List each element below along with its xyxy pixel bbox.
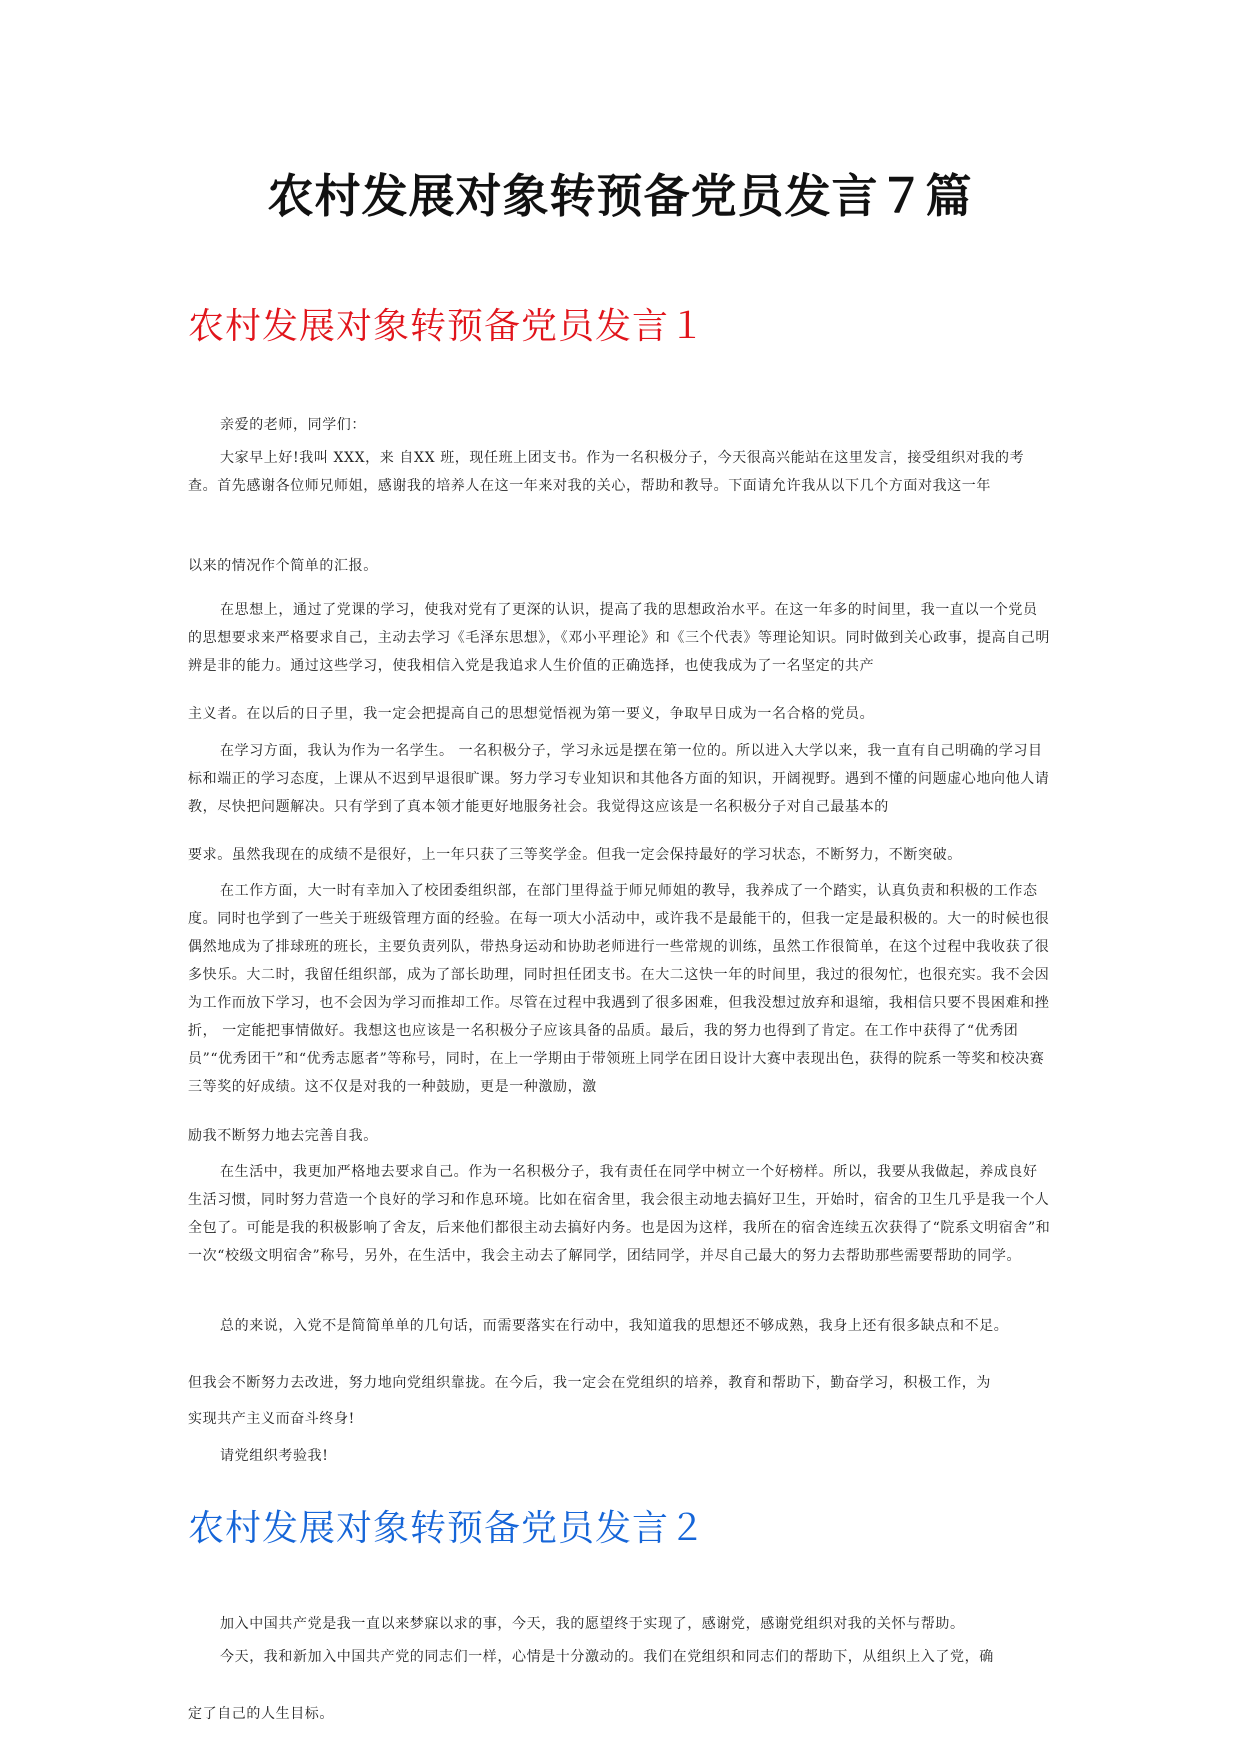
paragraph: 实现共产主义而奋斗终身!: [188, 1411, 355, 1427]
paragraph: 亲爱的老师，同学们：: [220, 417, 366, 433]
paragraph: 今天，我和新加入中国共产党的同志们一样，心情是十分激动的。我们在党组织和同志们的帮助下，从组织上入了党，确: [220, 1649, 994, 1665]
section-heading-1: 农村发展对象转预备党员发言１: [188, 306, 707, 347]
paragraph: 主义者。在以后的日子里，我一定会把提高自己的思想觉悟视为第一要义，争取早日成为一名合格的党员。: [188, 706, 875, 722]
paragraph: 励我不断努力地去完善自我。: [188, 1128, 378, 1144]
paragraph: 总的来说，入党不是简简单单的几句话，而需要落实在行动中，我知道我的思想还不够成熟，我身上还有很多缺点和不足。: [220, 1318, 1009, 1334]
paragraph: 在学习方面，我认为作为一名学生。 一名积极分子，学习永远是摆在第一位的。所以进入大学以来，我一直有自己明确的学习目标和端正的学习态度，上课从不迟到早退很旷课。努力学习专业知识和其他各方面的知识，开阔视野。遇到不懂的问题虚心地向他人请教，尽快把问题解决。只有学到了真本领才能更好地服务社会。我觉得这应该是一名积极分子对自己最基本的: [188, 743, 1050, 815]
paragraph: 请党组织考验我!: [220, 1448, 329, 1464]
paragraph: 在工作方面，大一时有幸加入了校团委组织部，在部门里得益于师兄师姐的教导，我养成了一个踏实，认真负责和积极的工作态度。同时也学到了一些关于班级管理方面的经验。在每一项大小活动中，或许我不是最能干的，但我一定是最积极的。大一的时候也很偶然地成为了排球班的班长，主要负责列队，带热身运动和协助老师进行一些常规的训练，虽然工作很简单，在这个过程中我收获了很多快乐。大二时，我留任组织部，成为了部长助理，同时担任团支书。在大二这快一年的时间里，我过的很匆忙，也很充实。我不会因为工作而放下学习，也不会因为学习而推却工作。尽管在过程中我遇到了很多困难，但我没想过放弃和退缩，我相信只要不畏困难和挫折， 一定能把事情做好。我想这也应该是一名积极分子应该具备的品质。最后，我的努力也得到了肯定。在工作中获得了“优秀团员”“优秀团干”和“优秀志愿者”等称号，同时，在上一学期由于带领班上同学在团日设计大赛中表现出色，获得的院系一等奖和校决赛三等奖的好成绩。这不仅是对我的一种鼓励，更是一种激励，激: [188, 883, 1050, 1095]
paragraph: 在生活中，我更加严格地去要求自己。作为一名积极分子，我有责任在同学中树立一个好榜样。所以，我要从我做起，养成良好生活习惯，同时努力营造一个良好的学习和作息环境。比如在宿舍里，我会很主动地去搞好卫生，开始时，宿舍的卫生几乎是我一个人全包了。可能是我的积极影响了舍友，后来他们都很主动去搞好内务。也是因为这样，我所在的宿舍连续五次获得了“院系文明宿舍”和一次“校级文明宿舍”称号，另外，在生活中，我会主动去了解同学，团结同学，并尽自己最大的努力去帮助那些需要帮助的同学。: [188, 1164, 1051, 1264]
paragraph: 定了自己的人生目标。: [188, 1706, 334, 1722]
paragraph: 以来的情况作个简单的汇报。: [188, 558, 378, 574]
section-heading-2: 农村发展对象转预备党员发言２: [188, 1508, 707, 1549]
paragraph: 大家早上好!我叫 XXX，来 自XX 班，现任班上团支书。作为一名积极分子，今天很高兴能站在这里发言，接受组织对我的考 查。首先感谢各位师兄师姐，感谢我的培养人在这一年来对我的关心，帮助和教导。下面请允许我从以下几个方面对我这一年: [188, 450, 1025, 494]
paragraph: 但我会不断努力去改进，努力地向党组织靠拢。在今后，我一定会在党组织的培养，教育和帮助下，勤奋学习，积极工作，为: [188, 1375, 991, 1391]
document-title: 农村发展对象转预备党员发言７篇: [267, 169, 973, 223]
paragraph: 在思想上，通过了党课的学习，使我对党有了更深的认识，提高了我的思想政治水平。在这一年多的时间里，我一直以一个党员的思想要求来严格要求自己，主动去学习《毛泽东思想》，《邓小平理论》和《三个代表》等理论知识。同时做到关心政事，提高自己明辨是非的能力。通过这些学习，使我相信入党是我追求人生价值的正确选择，也使我成为了一名坚定的共产: [188, 602, 1050, 674]
paragraph: 加入中国共产党是我一直以来梦寐以求的事，今天，我的愿望终于实现了，感谢党，感谢党组织对我的关怀与帮助。: [220, 1616, 965, 1632]
paragraph: 要求。虽然我现在的成绩不是很好，上一年只获了三等奖学金。但我一定会保持最好的学习状态，不断努力，不断突破。: [188, 847, 962, 863]
